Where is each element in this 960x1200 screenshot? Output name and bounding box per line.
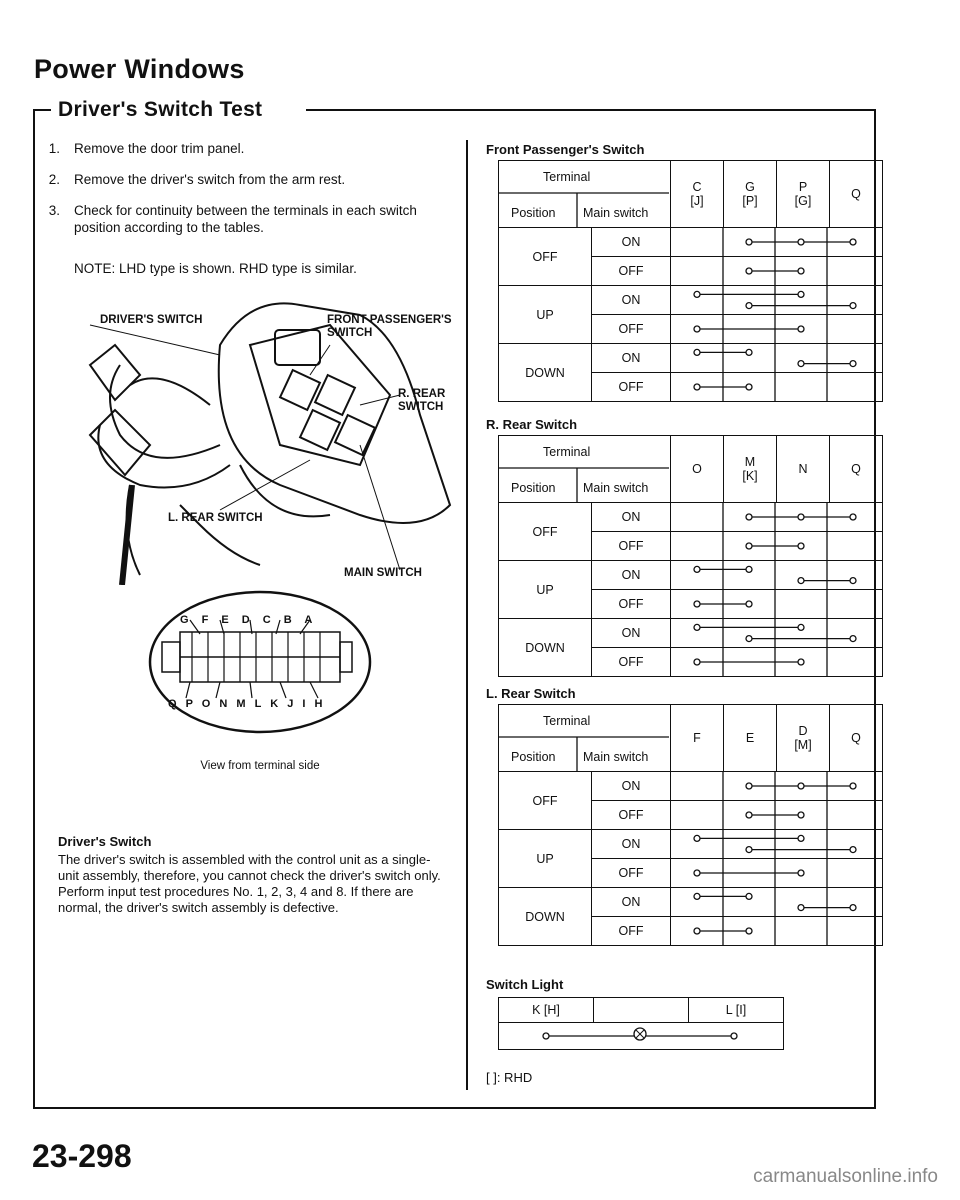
position-cell: UP xyxy=(499,830,592,888)
continuity-cell xyxy=(671,286,883,315)
continuity-cell xyxy=(671,532,883,561)
continuity-cell xyxy=(671,344,883,373)
terminal-header: D [M] xyxy=(777,705,830,772)
terminal-blank xyxy=(594,998,689,1023)
main-switch-cell: OFF xyxy=(592,590,671,619)
watermark: carmanualsonline.info xyxy=(753,1166,938,1187)
continuity-cell xyxy=(671,590,883,619)
continuity-table xyxy=(498,704,883,946)
table-header-cell: Terminal Position Main switch xyxy=(499,436,671,503)
page-title: Power Windows xyxy=(34,54,245,84)
position-cell: OFF xyxy=(499,503,592,561)
label-front-passengers-switch: FRONT PASSENGER'S SWITCH xyxy=(327,314,452,339)
continuity-cell xyxy=(671,561,883,590)
frame-rule-top-right xyxy=(306,109,876,111)
main-switch-cell: ON xyxy=(592,286,671,315)
label-r-rear-switch: R. REAR SWITCH xyxy=(398,388,446,413)
terminal-header: C [J] xyxy=(671,161,724,228)
connector-top-pins: G F E D C B A xyxy=(180,614,318,626)
continuity-cell xyxy=(671,257,883,286)
page-number: 23-298 xyxy=(32,1138,132,1174)
label-l-rear-switch: L. REAR SWITCH xyxy=(168,512,263,524)
connector-caption: View from terminal side xyxy=(200,760,320,772)
step-item: 3. Check for continuity between the terminals in each switch position according to the tables. xyxy=(48,203,417,235)
frame-rule-top-left xyxy=(33,109,51,111)
column-divider xyxy=(466,140,468,1090)
continuity-cell xyxy=(671,830,883,859)
continuity-cell xyxy=(671,503,883,532)
bulb-continuity-icon xyxy=(499,1024,783,1048)
main-switch-cell: OFF xyxy=(592,648,671,677)
terminal-header: N xyxy=(777,436,830,503)
main-switch-cell: ON xyxy=(592,344,671,373)
switch-light-continuity xyxy=(499,1023,784,1050)
table-header-cell: Terminal Position Main switch xyxy=(499,705,671,772)
note-text: NOTE: LHD type is shown. RHD type is similar. xyxy=(74,261,357,276)
position-cell: UP xyxy=(499,561,592,619)
position-cell: UP xyxy=(499,286,592,344)
table-title: Front Passenger's Switch xyxy=(486,142,645,157)
drivers-switch-body: The driver's switch is assembled with the control unit as a single-unit assembly, therefore, you cannot check the driver's switch only. Perform input test procedures No. 1, 2, 3, 4 and 8. If there are normal, the driver's switch assembly is defective. xyxy=(58,852,441,915)
main-switch-cell: ON xyxy=(592,888,671,917)
continuity-cell xyxy=(671,648,883,677)
main-switch-cell: ON xyxy=(592,503,671,532)
table-title: L. Rear Switch xyxy=(486,686,576,701)
terminal-header: F xyxy=(671,705,724,772)
continuity-table xyxy=(498,160,883,402)
main-switch-cell: ON xyxy=(592,561,671,590)
position-cell: DOWN xyxy=(499,888,592,946)
step-item: 2. Remove the driver's switch from the arm rest. xyxy=(48,172,346,187)
continuity-cell xyxy=(671,619,883,648)
main-switch-cell: OFF xyxy=(592,315,671,344)
section-subtitle: Driver's Switch Test xyxy=(58,98,263,121)
main-switch-cell: OFF xyxy=(592,373,671,402)
frame-rule-bottom xyxy=(33,1107,876,1109)
continuity-cell xyxy=(671,917,883,946)
main-switch-cell: ON xyxy=(592,228,671,257)
main-switch-cell: ON xyxy=(592,619,671,648)
continuity-cell xyxy=(671,315,883,344)
switch-light-table xyxy=(498,997,784,1050)
main-switch-cell: OFF xyxy=(592,257,671,286)
position-cell: DOWN xyxy=(499,619,592,677)
main-switch-cell: OFF xyxy=(592,917,671,946)
switch-light-title: Switch Light xyxy=(486,977,564,992)
terminal-header: E xyxy=(724,705,777,772)
frame-rule-left xyxy=(33,109,35,1109)
table-header-cell: Terminal Position Main switch xyxy=(499,161,671,228)
label-drivers-switch: DRIVER'S SWITCH xyxy=(100,314,203,326)
main-switch-cell: ON xyxy=(592,772,671,801)
terminal-header: Q xyxy=(830,161,883,228)
procedure-steps xyxy=(40,140,460,250)
continuity-cell xyxy=(671,888,883,917)
connector-bottom-pins: Q P O N M L K J I H xyxy=(168,698,326,710)
table-title: R. Rear Switch xyxy=(486,417,578,432)
main-switch-cell: OFF xyxy=(592,801,671,830)
continuity-cell xyxy=(671,228,883,257)
main-switch-cell: OFF xyxy=(592,532,671,561)
continuity-cell xyxy=(671,859,883,888)
main-switch-cell: OFF xyxy=(592,859,671,888)
continuity-cell xyxy=(671,772,883,801)
continuity-cell xyxy=(671,801,883,830)
label-main-switch: MAIN SWITCH xyxy=(344,567,422,579)
terminal-header: Q xyxy=(830,705,883,772)
terminal-header: M [K] xyxy=(724,436,777,503)
terminal-header: O xyxy=(671,436,724,503)
continuity-table xyxy=(498,435,883,677)
step-item: 1. Remove the door trim panel. xyxy=(48,141,245,156)
rhd-footnote: [ ]: RHD xyxy=(486,1070,533,1085)
continuity-cell xyxy=(671,373,883,402)
terminal-header: Q xyxy=(830,436,883,503)
position-cell: OFF xyxy=(499,228,592,286)
terminal-k: K [H] xyxy=(499,998,594,1023)
terminal-l: L [I] xyxy=(689,998,784,1023)
main-switch-cell: ON xyxy=(592,830,671,859)
position-cell: DOWN xyxy=(499,344,592,402)
position-cell: OFF xyxy=(499,772,592,830)
terminal-header: G [P] xyxy=(724,161,777,228)
drivers-switch-heading: Driver's Switch xyxy=(58,834,152,849)
terminal-header: P [G] xyxy=(777,161,830,228)
